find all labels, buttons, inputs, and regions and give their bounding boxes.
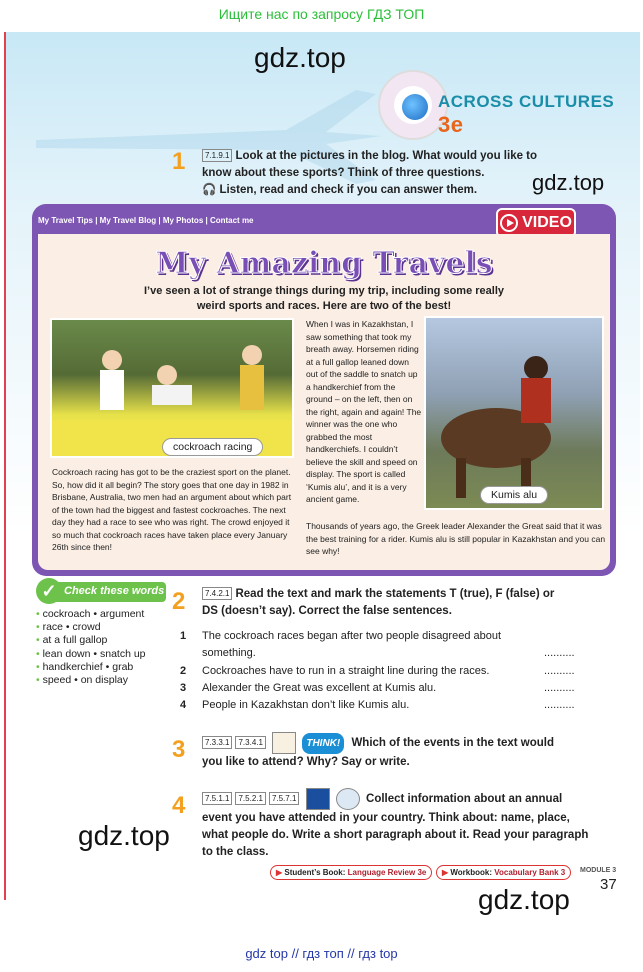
blog-nav[interactable]: My Travel Tips | My Travel Blog | My Photos | Contact me <box>38 216 254 225</box>
check-these-words-box <box>36 578 166 696</box>
watermark: gdz.top <box>532 170 605 195</box>
headphones-icon[interactable]: 🎧 <box>202 184 217 196</box>
curriculum-code: 7.1.9.1 <box>202 149 232 162</box>
word-row: • speed • on display <box>36 674 128 687</box>
cockroach-racing-photo <box>50 318 294 458</box>
watermark: gdz.top <box>478 884 570 915</box>
task-1-instructions: 7.1.9.1 Look at the pictures in the blog. What would you like to know about these sports? Think of three questions. 🎧 Listen, read and check if you can answer them. <box>202 150 538 196</box>
answer-blank[interactable]: .......... <box>544 665 575 677</box>
module-label: MODULE 3 <box>580 867 617 874</box>
answer-blank[interactable]: .......... <box>544 699 575 711</box>
travel-blog <box>32 204 616 576</box>
blog-title: My Amazing Travels <box>155 246 493 281</box>
task-4-instructions: 7.5.1.1 7.5.2.1 7.5.7.1 Collect information about an annual event you have attended in your country. Think about: name, place, what people do. Write a short paragraph about it. Read your paragraph to the class. <box>202 788 602 861</box>
word-row: • at a full gallop <box>36 634 108 647</box>
photo-caption: Kumis alu <box>480 486 548 504</box>
answer-blank[interactable]: .......... <box>544 682 575 694</box>
word-row: • race • crowd <box>36 621 101 634</box>
photo-caption: cockroach racing <box>162 438 263 456</box>
page-number: 37 <box>600 876 617 893</box>
task-1-number: 1 <box>172 148 186 175</box>
think-badge: THINK! <box>302 733 344 754</box>
task-3-instructions: 7.3.3.1 7.3.4.1 THINK! Which of the events in the text would you like to attend? Why? Say or write. <box>202 732 592 771</box>
kumis-alu-photo <box>424 316 604 510</box>
word-row: • lean down • snatch up <box>36 647 146 660</box>
statement-item: 1 The cockroach races began after two people disagreed about something. .......... <box>180 628 580 662</box>
textbook-page: ACROSS CULTURES 3e 1 7.1.9.1 Look at the pictures in the blog. What would you like to know about these sports? Think of three questions. 🎧 Listen, read and check if you can answer them. My Travel Tips | My Travel Blog | My Photos | Contact me VIDEO My Amazing Travels I’ve seen a lot of strange things during my trip, including some really weird sports and races. Here are two of the best! cockroach racing Cockroach racing has got to be the craziest sport on the planet. So, how did it all begin? The story goes that one day in 1982 in Brisbane, Australia, two men had an argument about which part of the town had the biggest and fastest cockroaches. The next day they had a race to see who was right. The crowd enjoyed it so much that cockroach races have taken place every January 26th since then! When I was in Kazakhstan, I saw something that took my breath away. Horsemen riding at a full gallop leaned down out of the saddle to snatch up a handkerchief from the ground – on the left, then on the right, again and again! The winner was the one who grabbed the most handkerchiefs. I couldn’t believe the skill and speed on display. The sport is called ‘Kumis alu’, and it is a very ancient game. Kumis alu Thousands of years ago, the Greek leader Alexander the Great said that it was the best training for a rider. Kumis alu is still popular in Kazakhstan and you can see why! Check these words ✓ • cockroach • argument • race • crowd • at a full gallop • lean down • snatch up • handkerchief • grab • speed • on display 2 7.4.2.1 Read the text and mark the statements T (true), F (false) or DS (doesn’t say). Correct the false sentences. 1 The cockroach races began after two people disagreed about something. .......... 2 Cockroaches have to run in a straight line during the races. .......... 3 Alexander the Great was excellent at Kumis alu. .......... 4 People in Kazakhstan don’t like Kumis alu. .......... 3 7.3.3.1 7.3.4.1 THINK! Which of the events in the text would you like to attend? Why? Say or write. 4 7.5.1.1 7.5.2.1 7.5.7.1 Collect information about an annual event you have attended in your country. Think about: name, place, what people do. Write a short paragraph about it. Read your paragraph to the class. <box>4 32 640 900</box>
task-2-number: 2 <box>172 588 186 615</box>
search-banner[interactable]: Ищите нас по запросу ГДЗ ТОП <box>218 6 425 22</box>
task-4-number: 4 <box>172 792 186 819</box>
check-words-title: Check these words <box>48 582 166 602</box>
section-number: 3e <box>438 112 464 137</box>
word-list <box>36 608 164 687</box>
task-3-number: 3 <box>172 736 186 763</box>
word-row: • cockroach • argument <box>36 608 145 620</box>
across-cultures-logo <box>378 70 628 148</box>
cockroach-text: Cockroach racing has got to be the craziest sport on the planet. So, how did it all begin? The story goes that one day in 1982 in Brisbane, Australia, two men had an argument about which part of the town had the biggest and fastest cockroaches. The next day they had a race to see who was right. The crowd enjoyed it so much that cockroach races have taken place every January 26th since then! <box>52 467 292 552</box>
workbook-reference[interactable]: ▶ Workbook: Vocabulary Bank 3 <box>436 865 571 880</box>
watermark: gdz.top <box>254 42 346 73</box>
play-icon <box>500 214 518 232</box>
globe-icon <box>402 94 428 120</box>
bottom-links[interactable]: gdz top // гдз топ // гдз top <box>245 946 398 961</box>
students-book-reference[interactable]: ▶ Student’s Book: Language Review 3e <box>270 865 432 880</box>
video-button[interactable]: VIDEO <box>496 208 576 238</box>
answer-blank[interactable]: .......... <box>544 647 575 659</box>
kumis-alu-text: When I was in Kazakhstan, I saw something that took my breath away. Horsemen riding at a full gallop leaned down out of the saddle to snatch up a handkerchief from the ground – on the left, then on the right, again and again! The winner was the one who grabbed the most handkerchiefs. I couldn’t believe the skill and speed on display. The sport is called ‘Kumis alu’, and it is a very ancient game. <box>306 319 422 504</box>
task-2-instructions: 7.4.2.1 Read the text and mark the statements T (true), F (false) or DS (doesn’t say). Correct the false sentences. <box>202 588 555 617</box>
tree-icon <box>272 732 296 754</box>
group-icon <box>336 788 360 810</box>
alexander-text: Thousands of years ago, the Greek leader Alexander the Great said that it was the best training for a rider. Kumis alu is still popular in Kazakhstan and you can see why! <box>306 521 606 556</box>
section-title: ACROSS CULTURES <box>438 92 615 111</box>
computer-icon <box>306 788 330 810</box>
blog-subtitle: I’ve seen a lot of strange things during my trip, including some really weird sports and races. Here are two of the best! <box>143 285 504 312</box>
checkmark-icon: ✓ <box>36 578 62 604</box>
word-row: • handkerchief • grab <box>36 660 134 673</box>
watermark: gdz.top <box>78 820 170 851</box>
